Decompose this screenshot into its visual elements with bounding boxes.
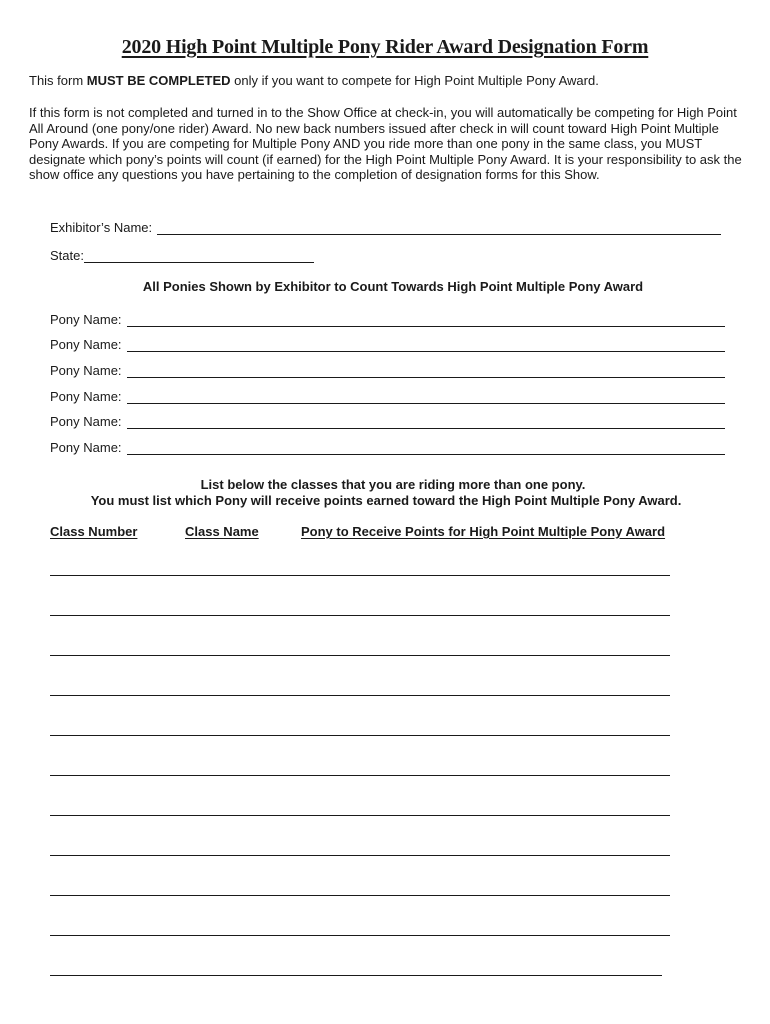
pony-name-label: Pony Name: (50, 414, 122, 429)
class-entry-line[interactable] (50, 895, 670, 896)
exhibitor-name-label: Exhibitor’s Name: (50, 220, 153, 235)
pony-name-line[interactable] (127, 389, 725, 404)
pony-name-field[interactable] (50, 440, 725, 455)
form-title: 2020 High Point Multiple Pony Rider Award Designation Form (121, 36, 649, 58)
class-entry-line[interactable] (50, 775, 670, 776)
state-line[interactable] (84, 248, 314, 263)
class-entry-line[interactable] (50, 735, 670, 736)
pony-name-field[interactable] (50, 363, 725, 378)
class-entry-line[interactable] (50, 655, 670, 656)
state-field[interactable] (50, 248, 314, 263)
pony-name-line[interactable] (127, 312, 725, 327)
column-class-name: Class Name (185, 524, 259, 539)
classes-heading-line1: List below the classes that you are riding more than one pony. (200, 477, 586, 492)
pony-name-line[interactable] (127, 337, 725, 352)
pony-name-label: Pony Name: (50, 312, 122, 327)
intro-bold: MUST BE COMPLETED (86, 73, 231, 88)
pony-name-field[interactable] (50, 312, 725, 327)
pony-name-field[interactable] (50, 389, 725, 404)
column-pony-points: Pony to Receive Points for High Point Multiple Pony Award (301, 524, 666, 539)
exhibitor-name-field[interactable] (50, 220, 721, 235)
class-entry-line[interactable] (50, 975, 662, 976)
instructions-paragraph: If this form is not completed and turned in to the Show Office at check-in, you will automatically be competing for High Point All Around (one pony/one rider) Award. No new back numbers issued after check in will count toward High Point Multiple Pony Awards. If you are competing for Multiple Pony AND you ride more than one pony in the same class, you MUST designate which pony’s points will count (if earned) for the High Point Multiple Pony Award. It is your responsibility to ask the show office any questions you have pertaining to the completion of designation forms for this Show. (29, 105, 742, 183)
class-entry-line[interactable] (50, 575, 670, 576)
pony-name-label: Pony Name: (50, 440, 122, 455)
pony-name-line[interactable] (127, 414, 725, 429)
classes-heading-line2: You must list which Pony will receive points earned toward the High Point Multiple Pony Award. (90, 493, 682, 508)
class-entry-line[interactable] (50, 695, 670, 696)
intro-text (29, 73, 599, 88)
class-entry-line[interactable] (50, 935, 670, 936)
intro-post: only if you want to compete for High Point Multiple Pony Award. (230, 73, 599, 88)
pony-name-line[interactable] (127, 440, 725, 455)
state-label: State: (50, 248, 84, 263)
pony-name-field[interactable] (50, 337, 725, 352)
intro-pre: This form (29, 73, 87, 88)
pony-name-label: Pony Name: (50, 389, 122, 404)
pony-name-label: Pony Name: (50, 363, 122, 378)
exhibitor-name-line[interactable] (157, 220, 721, 235)
column-class-number: Class Number (50, 524, 138, 539)
pony-name-label: Pony Name: (50, 337, 122, 352)
class-entry-line[interactable] (50, 615, 670, 616)
class-entry-line[interactable] (50, 815, 670, 816)
pony-name-line[interactable] (127, 363, 725, 378)
class-entry-line[interactable] (50, 855, 670, 856)
ponies-heading: All Ponies Shown by Exhibitor to Count Towards High Point Multiple Pony Award (142, 279, 644, 294)
pony-name-field[interactable] (50, 414, 725, 429)
